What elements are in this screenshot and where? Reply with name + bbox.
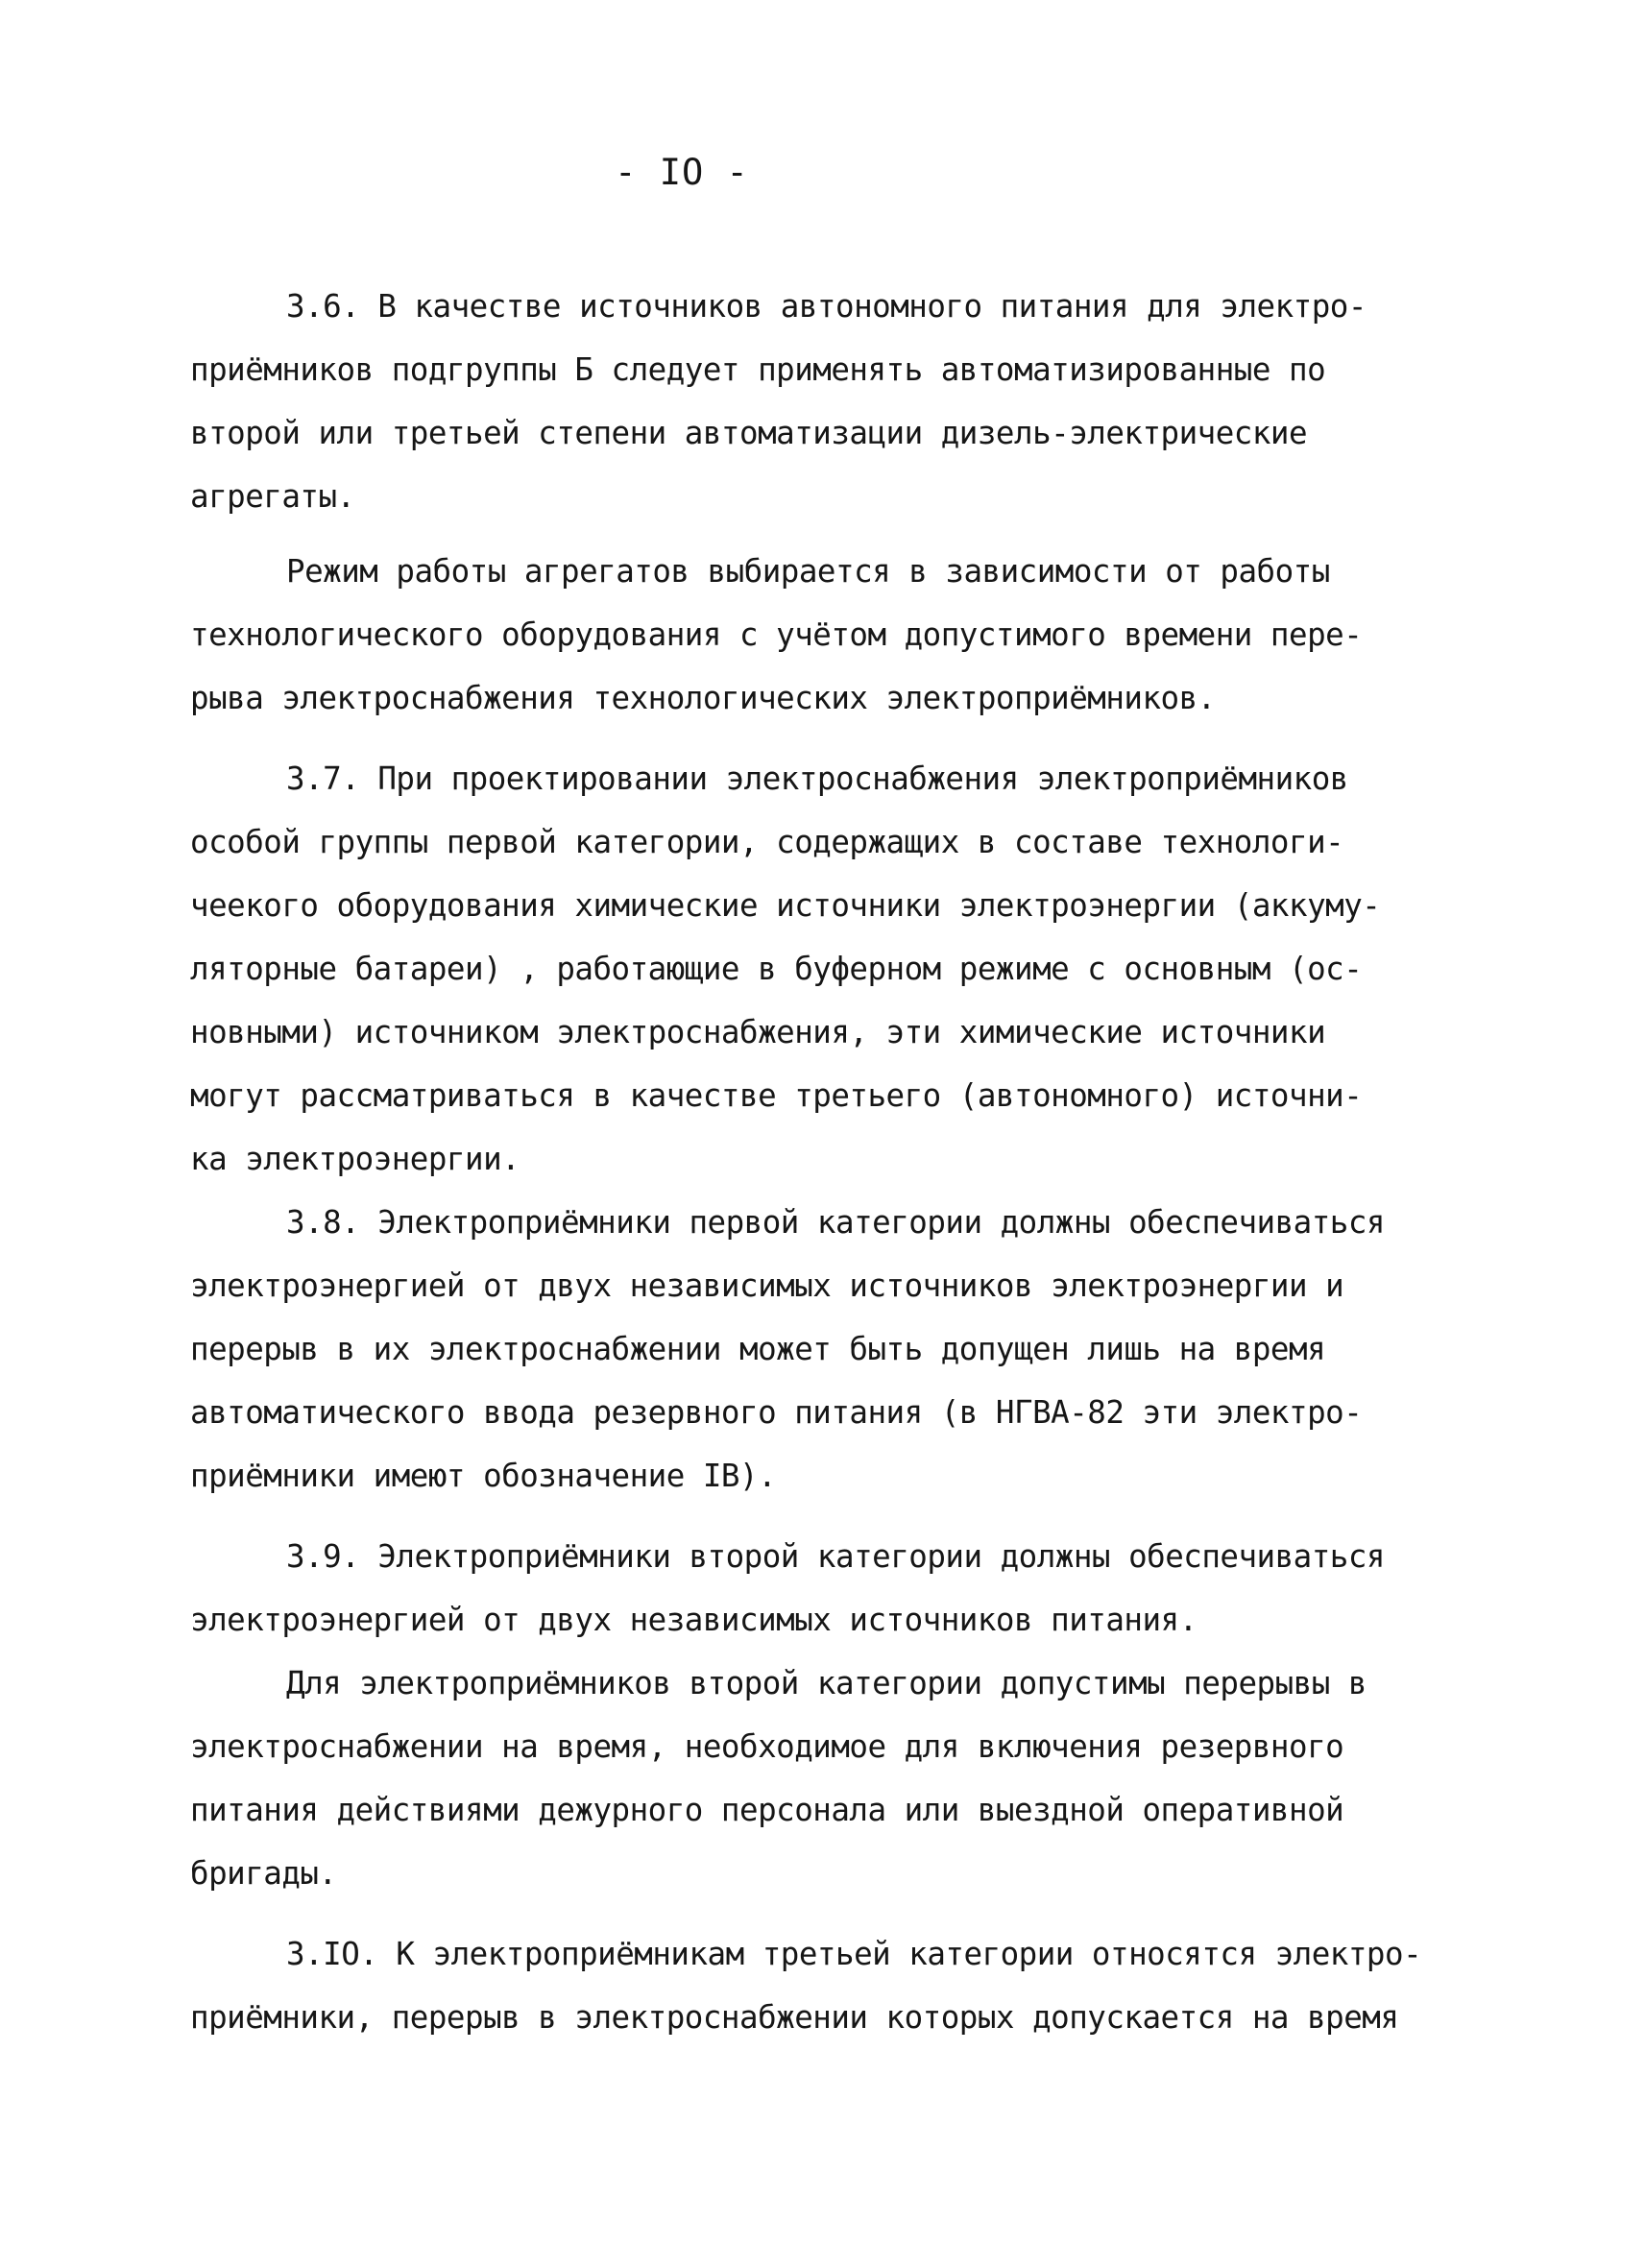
paragraph-3-7: [190, 747, 1467, 1191]
text-line: ка электроэнергии.: [190, 1141, 520, 1177]
paragraph-3-6: [190, 275, 1467, 528]
text-line: перерыв в их электроснабжении может быть допущен лишь на время: [190, 1331, 1326, 1367]
text-line: автоматического ввода резервного питания (в НГВА-82 эти электро-: [190, 1394, 1363, 1431]
text-line: могут рассматриваться в качестве третьего (автономного) источни-: [190, 1077, 1363, 1114]
paragraph-second-category: [190, 1652, 1467, 1905]
text-line: приёмники, перерыв в электроснабжении которых допускается на время: [190, 1999, 1399, 2036]
paragraph-3-9: [190, 1525, 1467, 1652]
page-number: - IO -: [615, 152, 749, 193]
text-line: 3.9. Электроприёмники второй категории должны обеспечиваться: [286, 1538, 1385, 1575]
text-line: приёмники имеют обозначение IВ).: [190, 1458, 777, 1494]
text-line: второй или третьей степени автоматизации дизель-электрические: [190, 415, 1308, 451]
text-line: новными) источником электроснабжения, эти химические источники: [190, 1014, 1326, 1050]
paragraph-3-10: [190, 1922, 1467, 2049]
text-line: 3.IO. К электроприёмникам третьей категории относятся электро-: [286, 1936, 1422, 1972]
text-line: 3.8. Электроприёмники первой категории должны обеспечиваться: [286, 1204, 1385, 1241]
text-line: электроснабжении на время, необходимое для включения резервного: [190, 1728, 1344, 1765]
text-line: питания действиями дежурного персонала или выездной оперативной: [190, 1792, 1344, 1828]
text-line: электроэнергией от двух независимых источников питания.: [190, 1602, 1197, 1638]
text-line: Для электроприёмников второй категории допустимы перерывы в: [286, 1665, 1367, 1701]
paragraph-mode: [190, 540, 1467, 730]
text-line: Режим работы агрегатов выбирается в зависимости от работы: [286, 553, 1330, 590]
text-line: ляторные батареи) , работающие в буферном режиме с основным (ос-: [190, 951, 1363, 987]
text-line: 3.6. В качестве источников автономного питания для электро-: [286, 288, 1367, 325]
document-body: [190, 275, 1467, 2049]
text-line: чеекого оборудования химические источники электроэнергии (аккуму-: [190, 887, 1381, 924]
text-line: особой группы первой категории, содержащих в составе технологи-: [190, 824, 1344, 860]
text-line: приёмников подгруппы Б следует применять автоматизированные по: [190, 351, 1326, 388]
text-line: рыва электроснабжения технологических электроприёмников.: [190, 680, 1216, 716]
text-line: 3.7. При проектировании электроснабжения электроприёмников: [286, 760, 1348, 797]
text-line: электроэнергией от двух независимых источников электроэнергии и: [190, 1267, 1344, 1304]
text-line: технологического оборудования с учётом допустимого времени пере-: [190, 616, 1363, 653]
paragraph-3-8: [190, 1191, 1467, 1508]
text-line: агрегаты.: [190, 478, 355, 515]
text-line: бригады.: [190, 1855, 337, 1892]
